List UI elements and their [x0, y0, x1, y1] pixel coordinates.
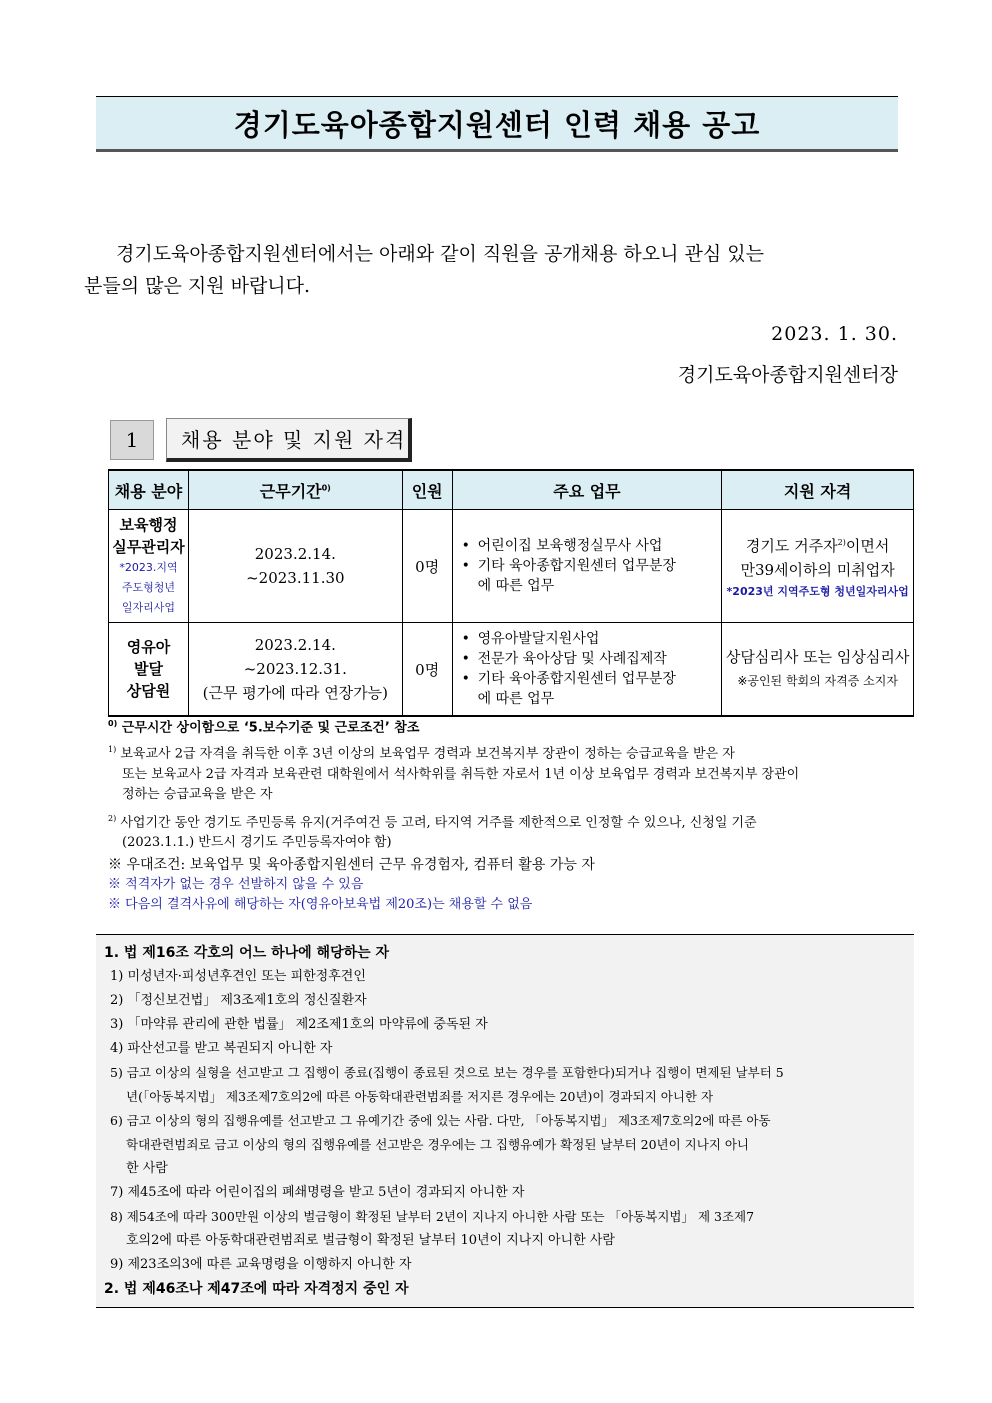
intro-line-2: 분들의 많은 지원 바랍니다. — [84, 275, 311, 297]
field-cell: 보육행정 실무관리자 *2023.지역 주도형청년 일자리사업 — [109, 510, 189, 623]
header-field: 채용 분야 — [109, 470, 189, 510]
header-count: 인원 — [402, 470, 452, 510]
list-item: 4) 파산선고를 받고 복권되지 아니한 자 — [110, 1041, 333, 1056]
list-item: • 기타 육아종합지원센터 업무분장 에 따른 업무 — [462, 669, 721, 709]
table-header-row — [109, 470, 914, 510]
list-item: 3) 「마약류 관리에 관한 법률」 제2조제1호의 마약류에 중독된 자 — [110, 1017, 488, 1032]
list-item: 7) 제45조에 따라 어린이집의 폐쇄명령을 받고 5년이 경과되지 아니한 자 — [110, 1185, 525, 1200]
list-item: 1) 미성년자·피성년후견인 또는 피한정후견인 — [110, 969, 366, 984]
list-item-cont: 년(「아동복지법」 제3조제7호의2에 따른 아동학대관련범죄를 저지른 경우에는 20년)이 경과되지 아니한 자 — [126, 1089, 714, 1104]
notice-no-selection: ※ 적격자가 없는 경우 선발하지 않을 수 있음 — [108, 876, 364, 892]
notice-disqualification: ※ 다음의 결격사유에 해당하는 자(영유아보육법 제20조)는 채용할 수 없음 — [108, 896, 533, 912]
qualification-cell: 상담심리사 또는 임상심리사 ※공인된 학회의 자격증 소지자 — [722, 623, 914, 717]
issuer: 경기도육아종합지원센터장 — [677, 364, 898, 386]
field-cell: 영유아 발달 상담원 — [109, 623, 189, 717]
page-title: 경기도육아종합지원센터 인력 채용 공고 — [233, 107, 761, 142]
header-duties: 주요 업무 — [452, 470, 722, 510]
list-item: • 어린이집 보육행정실무사 사업 — [462, 536, 721, 556]
list-item: 6) 금고 이상의 형의 집행유예를 선고받고 그 유예기간 중에 있는 사람. 다만, 「아동복지법」 제3조제7호의2에 따른 아동 — [110, 1113, 771, 1128]
disqualification-box — [96, 934, 914, 1308]
header-qualification: 지원 자격 — [722, 470, 914, 510]
duties-cell — [452, 623, 722, 717]
footnote-0: $^{0)}$ 근무시간 상이함으로 ‘5.보수기준 및 근로조건’ 참조 — [108, 719, 420, 736]
count-cell: 0명 — [402, 510, 452, 623]
disq-heading-2: 2. 법 제46조나 제47조에 따라 자격정지 중인 자 — [104, 1281, 409, 1297]
footnote-2-cont: (2023.1.1.) 반드시 경기도 주민등록자여야 함) — [122, 834, 392, 850]
list-item: • 영유아발달지원사업 — [462, 629, 721, 649]
footnote-2: $^{2)}$ 사업기간 동안 경기도 주민등록 유지(거주여건 등 고려, 타지역 거주를 제한적으로 인정할 수 있으나, 신청일 기준 — [108, 813, 757, 830]
section-title: 채용 분야 및 지원 자격 — [166, 418, 412, 462]
list-item-cont: 호의2에 따른 아동학대관련범죄로 벌금형이 확정된 날부터 10년이 지나지 아니한 사람 — [126, 1233, 615, 1248]
duties-cell — [452, 510, 722, 623]
preference-note: ※ 우대조건: 보육업무 및 육아종합지원센터 근무 유경험자, 컴퓨터 활용 가능 자 — [108, 856, 595, 873]
recruitment-table — [108, 469, 914, 717]
section-number: 1 — [110, 420, 154, 460]
list-item-cont: 한 사람 — [126, 1161, 168, 1176]
header-period: 근무기간$^{0)}$ — [188, 470, 402, 510]
list-item: 8) 제54조에 따라 300만원 이상의 벌금형이 확정된 날부터 2년이 지나지 아니한 사람 또는 「아동복지법」 제 3조제7 — [110, 1209, 755, 1224]
title-banner — [96, 96, 898, 152]
list-item: • 기타 육아종합지원센터 업무분장 에 따른 업무 — [462, 556, 721, 596]
list-item-cont: 학대관련범죄로 금고 이상의 형의 집행유예를 선고받은 경우에는 그 집행유예가 확정된 날부터 20년이 지나지 아니 — [126, 1137, 750, 1152]
footnotes — [108, 714, 908, 915]
list-item: • 전문가 육아상담 및 사례집제작 — [462, 649, 721, 669]
period-cell: 2023.2.14. ~2023.12.31. (근무 평가에 따라 연장가능) — [188, 623, 402, 717]
intro-line-1: 경기도육아종합지원센터에서는 아래와 같이 직원을 공개채용 하오니 관심 있는 — [116, 243, 764, 265]
list-item: 2) 「정신보건법」 제3조제1호의 정신질환자 — [110, 993, 367, 1008]
footnote-1: $^{1)}$ 보육교사 2급 자격을 취득한 이후 3년 이상의 보육업무 경력과 보건복지부 장관이 정하는 승급교육을 받은 자 — [108, 745, 735, 762]
disq-heading-1: 1. 법 제16조 각호의 어느 하나에 해당하는 자 — [104, 945, 390, 961]
count-cell: 0명 — [402, 623, 452, 717]
list-item: 5) 금고 이상의 실형을 선고받고 그 집행이 종료(집행이 종료된 것으로 보는 경우를 포함한다)되거나 집행이 면제된 날부터 5 — [110, 1065, 784, 1080]
list-item: 9) 제23조의3에 따른 교육명령을 이행하지 아니한 자 — [110, 1257, 412, 1272]
period-cell: 2023.2.14. ~2023.11.30 — [188, 510, 402, 623]
qualification-cell: 경기도 거주자$^{2)}$이면서 만39세이하의 미취업자 *2023년 지역주도형 청년일자리사업 — [722, 510, 914, 623]
footnote-1-cont: 또는 보육교사 2급 자격과 보육관련 대학원에서 석사학위를 취득한 자로서 1년 이상 보육업무 경력과 보건복지부 장관이 — [122, 766, 800, 782]
announcement-date: 2023. 1. 30. — [771, 323, 898, 345]
table-row — [109, 623, 914, 717]
intro-paragraph — [84, 238, 898, 302]
footnote-1-cont: 정하는 승급교육을 받은 자 — [122, 786, 273, 802]
table-row — [109, 510, 914, 623]
